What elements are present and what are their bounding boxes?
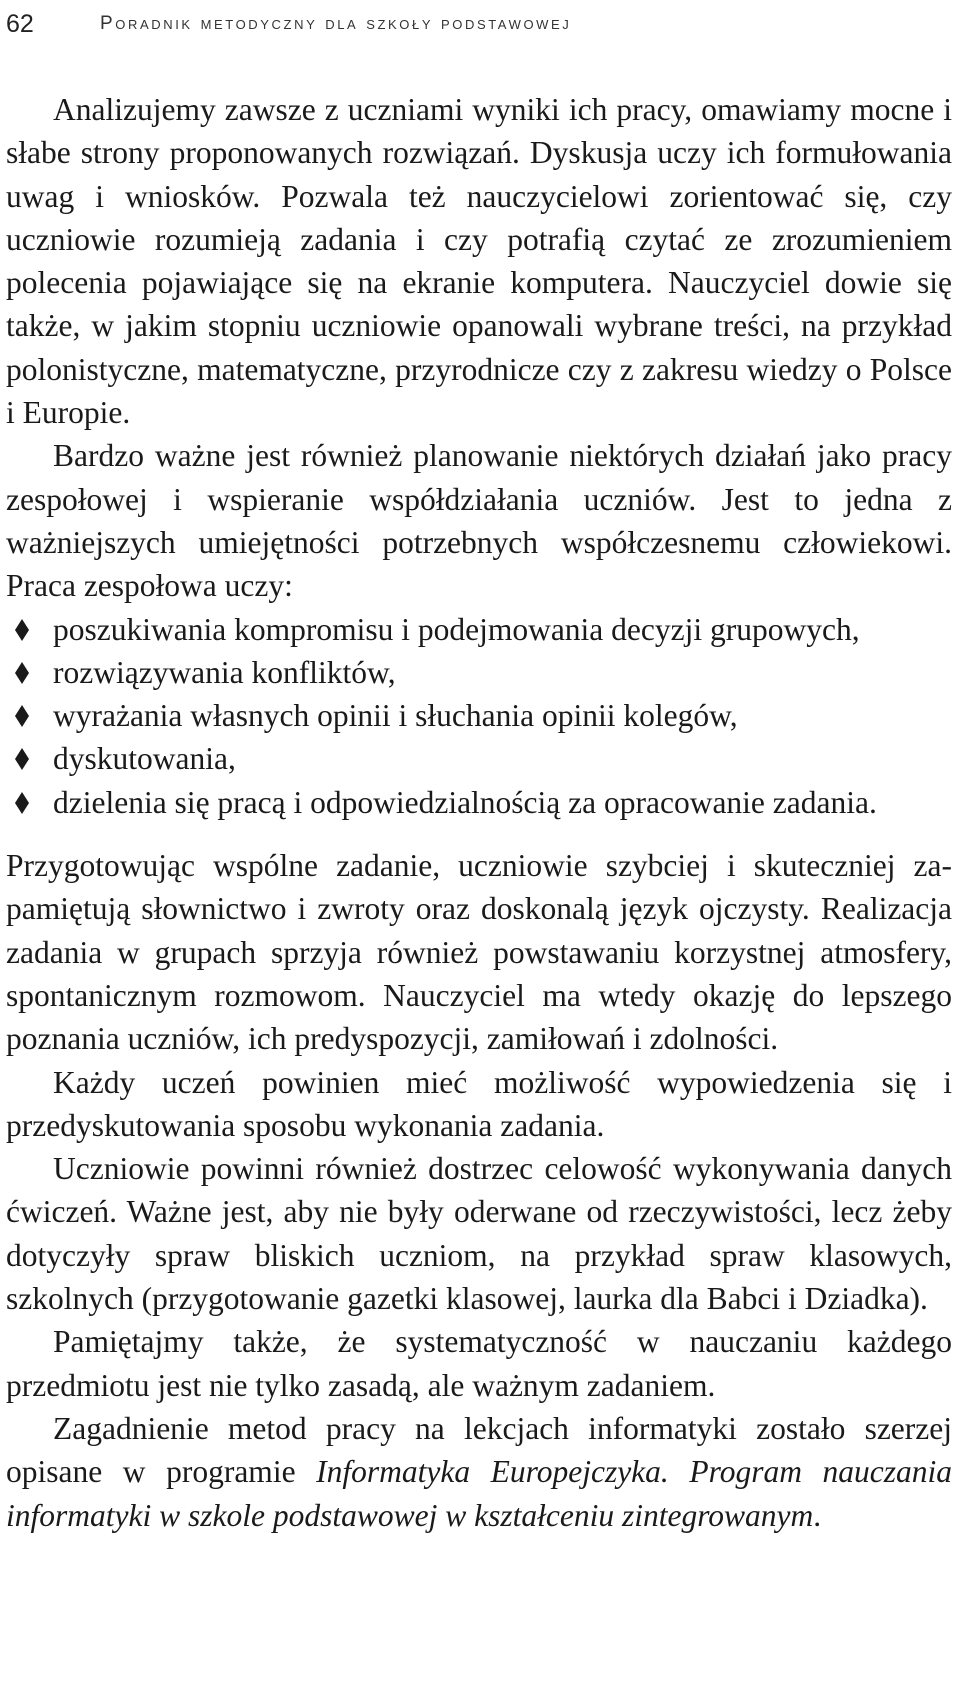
- list-item: [6, 651, 952, 694]
- list-item-text: dzielenia się pracą i odpowiedzialnością za opracowanie zadania.: [53, 784, 877, 820]
- list-item-text: dyskutowania,: [53, 741, 236, 777]
- list-item: [6, 781, 952, 824]
- list-item: [6, 694, 952, 737]
- paragraph-7-end: .: [813, 1497, 822, 1533]
- diamond-bullet-icon: [14, 662, 30, 684]
- diamond-bullet-icon: [14, 619, 30, 641]
- diamond-bullet-icon: [14, 705, 30, 727]
- page-number: 62: [6, 10, 34, 38]
- list-item-text: wyrażania własnych opinii i słuchania opinii kolegów,: [53, 698, 738, 734]
- program-title: Informatyka Europejczyka. Program nauczania informatyki w szkole podstawowej w kształceniu zintegrowanym: [6, 1454, 953, 1533]
- paragraph-4: Każdy uczeń powinien mieć możliwość wypowiedzenia się i przedyskutowania sposobu wykonania zadania.: [6, 1064, 952, 1143]
- list-item: [6, 737, 952, 780]
- paragraph-2: Bardzo ważne jest również planowanie niektórych działań jako pracy zespołowej i wspieranie współdziałania uczniów. Jest to jedna z ważniejszych umiejętności potrzebnych współczesnemu człowiekowi. Praca zespołowa uczy:: [6, 438, 952, 604]
- running-title: Poradnik metodyczny dla szkoły podstawowej: [100, 13, 572, 34]
- paragraph-3: Przygotowując wspólne zadanie, uczniowie szybciej i skuteczniej zapamiętują słownictwo i zwroty oraz doskonalą język ojczysty. Realizacja zadania w grupach sprzyja również powstawaniu korzystnej atmosfery, spontanicznym rozmowom. Nauczyciel ma wtedy okazję do lepszego poznania uczniów, ich predyspozycji, zamiłowań i zdolności.: [6, 848, 952, 1057]
- paragraph-7: [6, 1407, 952, 1537]
- paragraph-6: Pamiętajmy także, że systematyczność w nauczaniu każdego przedmiotu jest nie tylko zasadą, ale ważnym zadaniem.: [6, 1324, 952, 1403]
- diamond-bullet-icon: [14, 748, 30, 770]
- list-item-text: poszukiwania kompromisu i podejmowania decyzji grupowych,: [53, 611, 860, 647]
- list-item: [6, 608, 952, 651]
- bullet-list: [6, 608, 952, 824]
- list-item-text: rozwiązywania konfliktów,: [53, 654, 396, 690]
- paragraph-1: Analizujemy zawsze z uczniami wyniki ich pracy, omawiamy mocne i słabe strony proponowanych rozwiązań. Dyskusja uczy ich formułowania uwag i wniosków. Pozwala też nauczycielowi zorientować się, czy uczniowie rozumieją zadania i czy potrafią czytać ze zrozumieniem polecenia pojawiające się na ekranie komputera. Nauczyciel dowie się także, w jakim stopniu uczniowie opanowali wybrane treści, na przykład polonistyczne, matematyczne, przyrodnicze czy z zakresu wiedzy o Polsce i Europie.: [6, 92, 952, 431]
- diamond-bullet-icon: [14, 792, 30, 814]
- page-body: [6, 88, 952, 1537]
- paragraph-5: Uczniowie powinni również dostrzec celowość wykonywania danych ćwiczeń. Ważne jest, aby nie były oderwane od rzeczywistości, lecz żeby dotyczyły spraw bliskich uczniom, na przykład spraw klasowych, szkolnych (przygotowanie gazetki klasowej, laurka dla Babci i Dziadka).: [6, 1151, 952, 1317]
- paragraph-7-text: Zagadnienie metod pracy na lekcjach informatyki zostało szerzej opisane w programie: [6, 1410, 952, 1490]
- page-header: [0, 6, 960, 46]
